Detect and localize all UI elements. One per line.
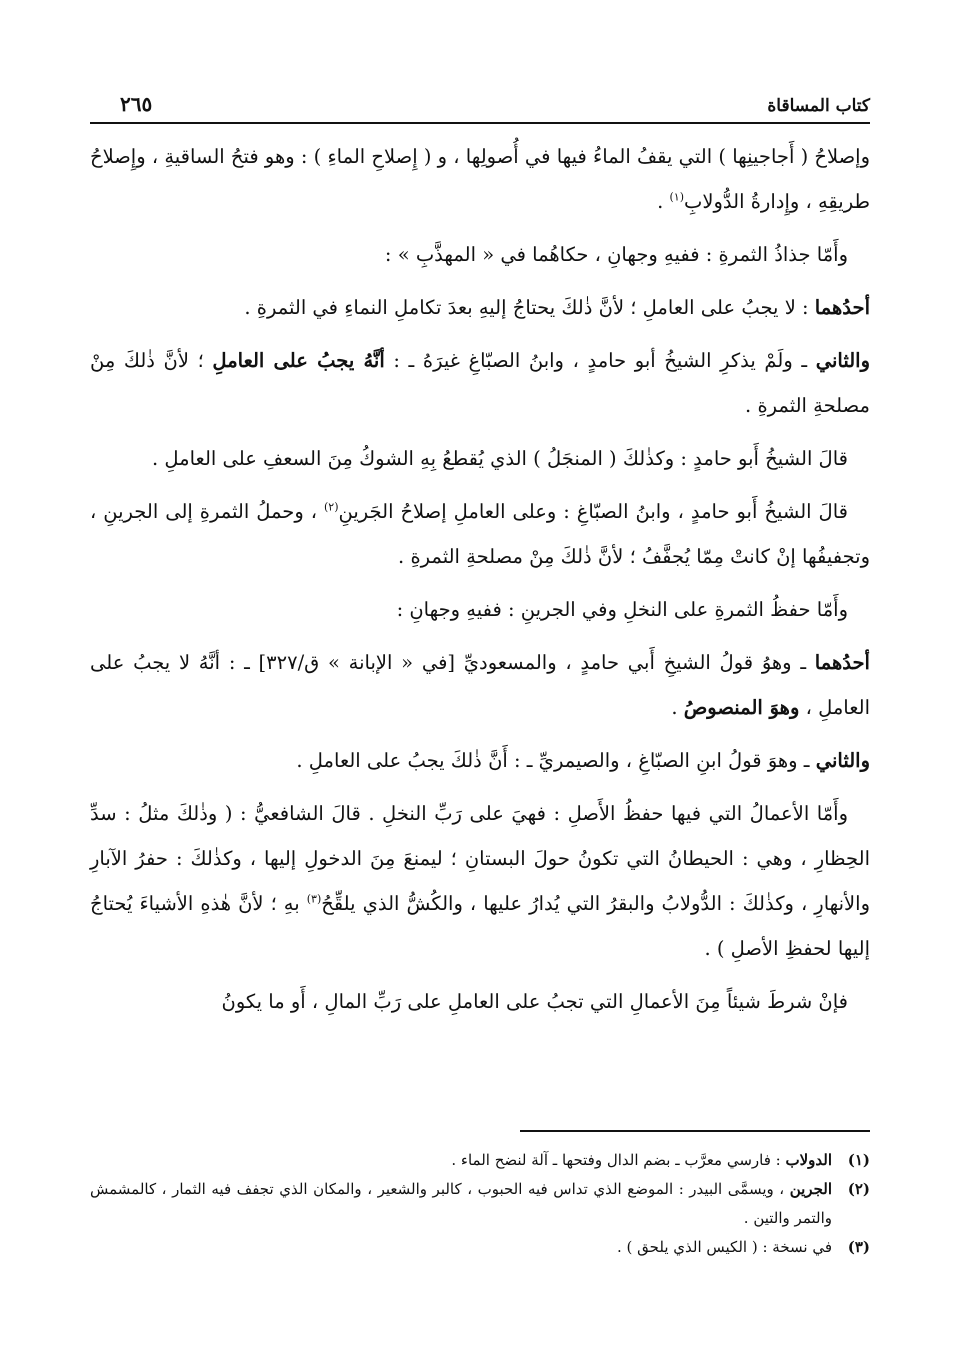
lead-term: والثاني — [815, 749, 870, 772]
paragraph — [90, 338, 870, 428]
footnote-ref[interactable]: (٢) — [324, 500, 339, 514]
text-run: وأَمّا الأعمالُ التي فيها حفظُ الأَصلِ : فهيَ على رَبِّ النخلِ . قالَ الشافعيُّ : ( وذٰلكَ مثلُ : سدِّ الحِظارِ ، وهي : الحيطانُ التي تكونُ حولَ البستانِ ؛ ليمنعَ مِنَ الدخولِ إليها ، وكذٰلكَ : حفرُ الآبارِ والأنهارِ ، وكذٰلكَ : الدُّولابُ والبقرُ التي يُدارُ عليها ، والكُشُّ الذي يلقِّحُ — [90, 802, 871, 915]
page-number: ٢٦٥ — [120, 92, 153, 116]
text-run: . — [657, 190, 670, 213]
paragraph — [90, 738, 870, 783]
footnote-text — [90, 1146, 832, 1175]
text-run: بهِ ؛ لأنَّ هٰذهِ الأشياءَ يُحتاجُ إليها لحفظِ الأصلِ ) . — [90, 892, 870, 960]
text-run: وأَمّا جذاذُ الثمرةِ : ففيهِ وجهانِ ، حكاهُما في « المهذَّبِ » : — [384, 243, 848, 266]
footnote-ref[interactable]: (٣) — [306, 892, 322, 906]
text-run: فإنْ شرطَ شيئاً مِنَ الأعمالِ التي تجبُ على العاملِ على رَبِّ المالِ ، أَو ما يكونُ — [221, 990, 848, 1013]
footnote-ref[interactable]: (١) — [669, 190, 685, 204]
page-header — [90, 84, 870, 124]
text-run: قالَ الشيخُ أَبو حامدٍ : وكذٰلكَ ( المنجَلُ ) الذي يُقطعُ بِهِ الشوكُ مِنَ السعفِ على العاملِ . — [151, 447, 848, 470]
paragraph — [90, 640, 870, 730]
footnotes — [90, 1146, 870, 1262]
text-run: في نسخة : ( الكيس الذي يلحق ) . — [617, 1238, 832, 1256]
text-run: ؛ لأنَّ ذٰلكَ مِنْ مصلحةِ الثمرةِ . — [90, 349, 870, 417]
text-run: : فارسي معرَّب ـ بضم الدال وفتحها ـ آلة لنضح الماء . — [451, 1151, 786, 1169]
footnote-term: الجرين — [789, 1180, 832, 1198]
main-text — [90, 134, 870, 1024]
footnote-text — [90, 1233, 832, 1262]
footnote-number: (١) — [847, 1151, 870, 1169]
footnote-number: (٣) — [847, 1238, 870, 1256]
lead-term: أحدُهما — [814, 651, 870, 674]
bold-run: وهوَ المنصوصُ — [683, 696, 800, 719]
lead-term: أحدُهما — [814, 296, 870, 319]
paragraph — [90, 587, 870, 632]
book-page — [90, 84, 870, 1324]
bold-run: أنَّهُ يجبُ على العاملِ — [212, 349, 385, 372]
paragraph — [90, 791, 870, 971]
lead-term: والثاني — [815, 349, 870, 372]
text-run: ـ وهوُ قولُ الشيخِ أَبي حامدٍ ، والمسعوديِّ [في « الإبانة » ق/٣٢٧] ـ : أنَّهُ لا يجبُ على العاملِ ، — [90, 651, 870, 719]
footnote — [90, 1175, 870, 1233]
footnote — [90, 1146, 870, 1175]
text-run: ـ ولَمْ يذكرِ الشيخُ أبو حامدٍ ، وابنُ الصبّاغِ غيرَهُ ـ : — [384, 349, 816, 372]
text-run: وإصلاحُ ( أَجاجينِها ) التي يقفُ الماءُ فيها في أُصولِها ، و ( إِصلاحِ الماءِ ) : وهو فتحُ الساقيةِ ، وإِصلاحُ طريقِهِ ، وإِدارةُ الدُّولابِ — [90, 145, 870, 213]
footnote-term: الدولاب — [785, 1151, 832, 1169]
running-title: كتاب المساقاة — [767, 96, 870, 116]
text-run: ـ وهوَ قولُ ابنِ الصبّاغِ ، والصيمريِّ ـ : أَنَّ ذٰلكَ يجبُ على العاملِ . — [296, 749, 816, 772]
text-run: . — [671, 696, 684, 719]
text-run: ، ويسمَّى البيدر : الموضع الذي تداس فيه الحبوب ، كالبر والشعير ، والمكان الذي تجفف فيه الثمار ، كالمشمش والتمر والتين . — [90, 1180, 832, 1227]
paragraph — [90, 489, 870, 579]
text-run: ، وحملُ الثمرةِ إلى الجرينِ ، وتجفيفُها إنْ كانتْ مِمّا يُجفَّفُ ؛ لأنَّ ذٰلكَ مِنْ مصلحةِ الثمرةِ . — [90, 500, 870, 568]
footnote-divider — [520, 1130, 870, 1132]
paragraph — [90, 285, 870, 330]
footnote — [90, 1233, 870, 1262]
paragraph — [90, 134, 870, 224]
paragraph — [90, 979, 870, 1024]
text-run: : لا يجبُ على العاملِ ؛ لأنَّ ذٰلكَ يحتاجُ إليهِ بعدَ تكاملِ النماءِ في الثمرةِ . — [244, 296, 815, 319]
text-run: قالَ الشيخُ أَبو حامدٍ ، وابنُ الصبّاغِ : وعلى العاملِ إصلاحُ الجَرينِ — [338, 500, 848, 523]
text-run: وأَمّا حفظُ الثمرةِ على النخلِ وفي الجرينِ : ففيهِ وجهانِ : — [396, 598, 848, 621]
footnote-number: (٢) — [847, 1180, 870, 1198]
paragraph — [90, 436, 870, 481]
footnote-text — [90, 1175, 832, 1233]
paragraph — [90, 232, 870, 277]
